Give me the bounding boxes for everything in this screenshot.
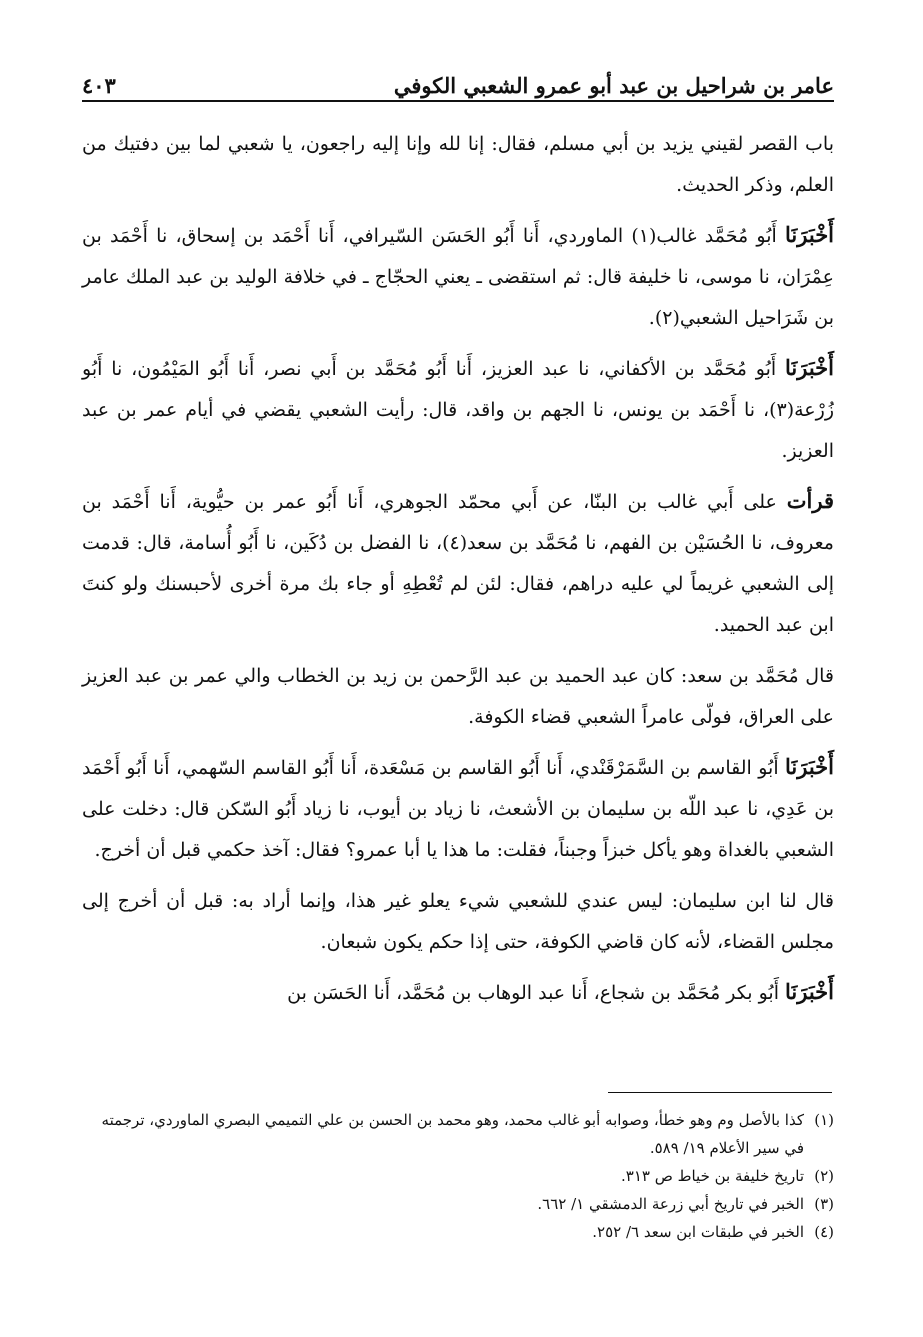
footnote-rule bbox=[608, 1092, 832, 1093]
paragraph bbox=[82, 347, 834, 472]
paragraph-text: باب القصر لقيني يزيد بن أبي مسلم، فقال: إنا لله وإنا إليه راجعون، يا شعبي لما بين دفتيك من العلم، وذكر الحديث. bbox=[82, 133, 834, 196]
footnote bbox=[82, 1190, 834, 1218]
footnote bbox=[82, 1218, 834, 1246]
page-number: ٤٠٣ bbox=[82, 73, 116, 98]
footnote-number: (١) bbox=[814, 1111, 834, 1129]
page-header bbox=[82, 58, 834, 98]
lead-word: أَخْبَرَنَا bbox=[785, 754, 834, 779]
paragraph-text: على أَبي غالب بن البنّا، عن أَبي محمّد الجوهري، أَنا أَبُو عمر بن حيُّوية، أَنا أَحْمَد بن معروف، نا الحُسَيْن بن الفهم، نا مُحَمَّد بن سعد(٤)، نا الفضل بن دُكَين، نا أَبُو أُسامة، قال: قدمت إلى الشعبي غريماً لي عليه دراهم، فقال: لئن لم تُعْطِهِ أو جاء بك مرة أخرى لأحبسنك ولو كنتَ ابن عبد الحميد. bbox=[82, 491, 834, 636]
footnotes bbox=[82, 1106, 834, 1246]
footnote-number: (٣) bbox=[814, 1195, 834, 1213]
header-rule bbox=[82, 100, 834, 102]
footnote bbox=[82, 1106, 834, 1162]
paragraph bbox=[82, 122, 834, 206]
paragraph bbox=[82, 654, 834, 738]
footnote-text: كذا بالأصل وم وهو خطأ، وصوابه أبو غالب محمد، وهو محمد بن الحسن بن علي التميمي البصري الماوردي، ترجمته في سير الأعلام ١٩/ ٥٨٩. bbox=[101, 1111, 804, 1157]
paragraph bbox=[82, 879, 834, 963]
paragraph-text: أَبُو مُحَمَّد غالب(١) الماوردي، أَنا أَبُو الحَسَن السّيرافي، أَنا أَحْمَد بن إسحاق، نا أَحْمَد بن عِمْرَان، نا موسى، نا خليفة قال: ثم استقضى ـ يعني الحجّاج ـ في خلافة الوليد بن عبد الملك عامر بن شَرَاحيل الشعبي(٢). bbox=[82, 225, 834, 329]
footnote bbox=[82, 1162, 834, 1190]
footnote-text: تاريخ خليفة بن خياط ص ٣١٣. bbox=[620, 1167, 804, 1185]
lead-word: أَخْبَرَنَا bbox=[785, 222, 835, 247]
paragraph bbox=[82, 480, 834, 646]
paragraph-text: أَبُو مُحَمَّد بن الأكفاني، نا عبد العزيز، أَنا أَبُو مُحَمَّد بن أَبي نصر، أَنا أَبُو المَيْمُون، نا أَبُو زُرْعة(٣)، نا أَحْمَد بن يونس، نا الجهم بن واقد، قال: رأيت الشعبي يقضي في أيام عمر بن عبد العزيز. bbox=[82, 358, 834, 462]
footnote-number: (٢) bbox=[814, 1167, 834, 1185]
paragraph-text: قال مُحَمَّد بن سعد: كان عبد الحميد بن عبد الرَّحمن بن زيد بن الخطاب والي عمر بن عبد العزيز على العراق، فولّى عامراً الشعبي قضاء الكوفة. bbox=[82, 665, 834, 728]
running-title: عامر بن شراحيل بن عبد أبو عمرو الشعبي الكوفي bbox=[393, 73, 834, 98]
lead-word: أَخْبَرَنَا bbox=[785, 355, 834, 380]
paragraph-text: قال لنا ابن سليمان: ليس عندي للشعبي شيء يعلو غير هذا، وإنما أراد به: قبل أن أخرج إلى مجلس القضاء، لأنه كان قاضي الكوفة، حتى إذا حكم يكون شبعان. bbox=[82, 890, 834, 953]
lead-word: قرأت bbox=[786, 488, 834, 513]
footnote-text: الخبر في تاريخ أبي زرعة الدمشقي ١/ ٦٦٢. bbox=[537, 1195, 804, 1213]
main-text bbox=[82, 122, 834, 1022]
lead-word: أَخْبَرَنَا bbox=[785, 979, 834, 1004]
paragraph bbox=[82, 971, 834, 1014]
footnote-number: (٤) bbox=[814, 1223, 834, 1241]
paragraph bbox=[82, 746, 834, 871]
paragraph bbox=[82, 214, 834, 339]
paragraph-text: أَبُو القاسم بن السَّمَرْقَنْدي، أَنا أَبُو القاسم بن مَسْعَدة، أَنا أَبُو القاسم السّهمي، أَنا أَبُو أَحْمَد بن عَدِي، نا عبد اللّه بن سليمان بن الأشعث، نا زياد بن أيوب، نا زياد أَبُو السّكن قال: دخلت على الشعبي بالغداة وهو يأكل خبزاً وجبناً، فقلت: ما هذا يا أبا عمرو؟ فقال: آخذ حكمي قبل أن أخرج. bbox=[82, 757, 834, 861]
footnote-text: الخبر في طبقات ابن سعد ٦/ ٢٥٢. bbox=[592, 1223, 804, 1241]
paragraph-text: أَبُو بكر مُحَمَّد بن شجاع، أَنا عبد الوهاب بن مُحَمَّد، أَنا الحَسَن بن bbox=[287, 982, 786, 1004]
